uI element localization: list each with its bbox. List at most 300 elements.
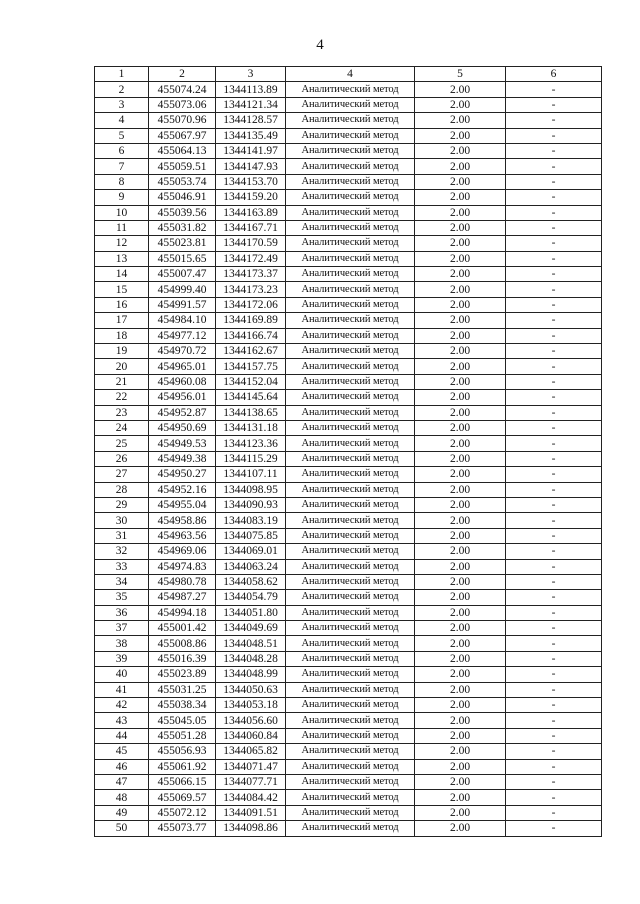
- accuracy-cell: 2.00: [415, 451, 506, 466]
- method-cell: Аналитический метод: [286, 143, 415, 158]
- method-cell: Аналитический метод: [286, 513, 415, 528]
- description-cell: -: [506, 82, 602, 97]
- x-coordinate-cell: 455073.77: [149, 821, 216, 836]
- x-coordinate-cell: 455072.12: [149, 805, 216, 820]
- y-coordinate-cell: 1344123.36: [216, 436, 286, 451]
- x-coordinate-cell: 455069.57: [149, 790, 216, 805]
- x-coordinate-cell: 455023.89: [149, 667, 216, 682]
- x-coordinate-cell: 455031.25: [149, 682, 216, 697]
- x-coordinate-cell: 455056.93: [149, 744, 216, 759]
- description-cell: -: [506, 790, 602, 805]
- point-number-cell: 39: [95, 651, 149, 666]
- x-coordinate-cell: 454994.18: [149, 605, 216, 620]
- accuracy-cell: 2.00: [415, 667, 506, 682]
- description-cell: -: [506, 436, 602, 451]
- accuracy-cell: 2.00: [415, 544, 506, 559]
- table-row: [95, 513, 602, 528]
- description-cell: -: [506, 744, 602, 759]
- method-cell: Аналитический метод: [286, 359, 415, 374]
- point-number-cell: 26: [95, 451, 149, 466]
- point-number-cell: 22: [95, 390, 149, 405]
- x-coordinate-cell: 454952.16: [149, 482, 216, 497]
- header-cell-2: 2: [149, 67, 216, 82]
- table-row: [95, 744, 602, 759]
- description-cell: -: [506, 821, 602, 836]
- table-row: [95, 574, 602, 589]
- x-coordinate-cell: 454974.83: [149, 559, 216, 574]
- table-row: [95, 821, 602, 836]
- method-cell: Аналитический метод: [286, 297, 415, 312]
- x-coordinate-cell: 455067.97: [149, 128, 216, 143]
- x-coordinate-cell: 455038.34: [149, 698, 216, 713]
- point-number-cell: 12: [95, 236, 149, 251]
- accuracy-cell: 2.00: [415, 313, 506, 328]
- description-cell: -: [506, 374, 602, 389]
- point-number-cell: 14: [95, 267, 149, 282]
- description-cell: -: [506, 774, 602, 789]
- method-cell: Аналитический метод: [286, 159, 415, 174]
- table-row: [95, 682, 602, 697]
- point-number-cell: 45: [95, 744, 149, 759]
- point-number-cell: 24: [95, 420, 149, 435]
- method-cell: Аналитический метод: [286, 405, 415, 420]
- accuracy-cell: 2.00: [415, 344, 506, 359]
- header-cell-4: 4: [286, 67, 415, 82]
- y-coordinate-cell: 1344063.24: [216, 559, 286, 574]
- table-header-row: [95, 67, 602, 82]
- x-coordinate-cell: 454952.87: [149, 405, 216, 420]
- method-cell: Аналитический метод: [286, 267, 415, 282]
- y-coordinate-cell: 1344048.51: [216, 636, 286, 651]
- point-number-cell: 35: [95, 590, 149, 605]
- table-row: [95, 97, 602, 112]
- accuracy-cell: 2.00: [415, 528, 506, 543]
- point-number-cell: 13: [95, 251, 149, 266]
- description-cell: -: [506, 174, 602, 189]
- x-coordinate-cell: 455031.82: [149, 220, 216, 235]
- description-cell: -: [506, 574, 602, 589]
- method-cell: Аналитический метод: [286, 590, 415, 605]
- method-cell: Аналитический метод: [286, 497, 415, 512]
- description-cell: -: [506, 544, 602, 559]
- table-row: [95, 528, 602, 543]
- table-row: [95, 359, 602, 374]
- table-row: [95, 159, 602, 174]
- point-number-cell: 44: [95, 728, 149, 743]
- description-cell: -: [506, 728, 602, 743]
- method-cell: Аналитический метод: [286, 651, 415, 666]
- table-row: [95, 621, 602, 636]
- method-cell: Аналитический метод: [286, 759, 415, 774]
- y-coordinate-cell: 1344173.37: [216, 267, 286, 282]
- header-cell-6: 6: [506, 67, 602, 82]
- accuracy-cell: 2.00: [415, 159, 506, 174]
- accuracy-cell: 2.00: [415, 251, 506, 266]
- y-coordinate-cell: 1344141.97: [216, 143, 286, 158]
- accuracy-cell: 2.00: [415, 636, 506, 651]
- x-coordinate-cell: 454965.01: [149, 359, 216, 374]
- method-cell: Аналитический метод: [286, 205, 415, 220]
- description-cell: -: [506, 759, 602, 774]
- table-row: [95, 436, 602, 451]
- point-number-cell: 15: [95, 282, 149, 297]
- table-row: [95, 590, 602, 605]
- accuracy-cell: 2.00: [415, 821, 506, 836]
- accuracy-cell: 2.00: [415, 713, 506, 728]
- table-row: [95, 774, 602, 789]
- description-cell: -: [506, 605, 602, 620]
- table-row: [95, 174, 602, 189]
- x-coordinate-cell: 454958.86: [149, 513, 216, 528]
- method-cell: Аналитический метод: [286, 251, 415, 266]
- y-coordinate-cell: 1344113.89: [216, 82, 286, 97]
- x-coordinate-cell: 455039.56: [149, 205, 216, 220]
- x-coordinate-cell: 455046.91: [149, 190, 216, 205]
- description-cell: -: [506, 205, 602, 220]
- description-cell: -: [506, 621, 602, 636]
- table-row: [95, 759, 602, 774]
- table-row: [95, 790, 602, 805]
- table-row: [95, 143, 602, 158]
- accuracy-cell: 2.00: [415, 513, 506, 528]
- y-coordinate-cell: 1344083.19: [216, 513, 286, 528]
- x-coordinate-cell: 454970.72: [149, 344, 216, 359]
- x-coordinate-cell: 454977.12: [149, 328, 216, 343]
- x-coordinate-cell: 454949.38: [149, 451, 216, 466]
- accuracy-cell: 2.00: [415, 190, 506, 205]
- accuracy-cell: 2.00: [415, 405, 506, 420]
- accuracy-cell: 2.00: [415, 651, 506, 666]
- x-coordinate-cell: 454963.56: [149, 528, 216, 543]
- table-row: [95, 344, 602, 359]
- y-coordinate-cell: 1344153.70: [216, 174, 286, 189]
- point-number-cell: 9: [95, 190, 149, 205]
- description-cell: -: [506, 805, 602, 820]
- y-coordinate-cell: 1344147.93: [216, 159, 286, 174]
- table-row: [95, 328, 602, 343]
- table-row: [95, 251, 602, 266]
- method-cell: Аналитический метод: [286, 420, 415, 435]
- x-coordinate-cell: 454984.10: [149, 313, 216, 328]
- accuracy-cell: 2.00: [415, 97, 506, 112]
- description-cell: -: [506, 236, 602, 251]
- point-number-cell: 27: [95, 467, 149, 482]
- x-coordinate-cell: 455007.47: [149, 267, 216, 282]
- x-coordinate-cell: 454949.53: [149, 436, 216, 451]
- description-cell: -: [506, 282, 602, 297]
- table-row: [95, 805, 602, 820]
- point-number-cell: 4: [95, 113, 149, 128]
- accuracy-cell: 2.00: [415, 590, 506, 605]
- point-number-cell: 38: [95, 636, 149, 651]
- accuracy-cell: 2.00: [415, 436, 506, 451]
- method-cell: Аналитический метод: [286, 728, 415, 743]
- point-number-cell: 46: [95, 759, 149, 774]
- point-number-cell: 30: [95, 513, 149, 528]
- description-cell: -: [506, 251, 602, 266]
- point-number-cell: 34: [95, 574, 149, 589]
- table-row: [95, 636, 602, 651]
- y-coordinate-cell: 1344169.89: [216, 313, 286, 328]
- description-cell: -: [506, 344, 602, 359]
- y-coordinate-cell: 1344090.93: [216, 497, 286, 512]
- point-number-cell: 11: [95, 220, 149, 235]
- y-coordinate-cell: 1344107.11: [216, 467, 286, 482]
- accuracy-cell: 2.00: [415, 774, 506, 789]
- point-number-cell: 17: [95, 313, 149, 328]
- y-coordinate-cell: 1344050.63: [216, 682, 286, 697]
- header-cell-1: 1: [95, 67, 149, 82]
- table-row: [95, 451, 602, 466]
- accuracy-cell: 2.00: [415, 297, 506, 312]
- description-cell: -: [506, 651, 602, 666]
- point-number-cell: 43: [95, 713, 149, 728]
- x-coordinate-cell: 455023.81: [149, 236, 216, 251]
- table-row: [95, 667, 602, 682]
- point-number-cell: 6: [95, 143, 149, 158]
- table-row: [95, 205, 602, 220]
- accuracy-cell: 2.00: [415, 174, 506, 189]
- y-coordinate-cell: 1344051.80: [216, 605, 286, 620]
- x-coordinate-cell: 455070.96: [149, 113, 216, 128]
- method-cell: Аналитический метод: [286, 544, 415, 559]
- point-number-cell: 37: [95, 621, 149, 636]
- accuracy-cell: 2.00: [415, 420, 506, 435]
- table-row: [95, 467, 602, 482]
- method-cell: Аналитический метод: [286, 97, 415, 112]
- accuracy-cell: 2.00: [415, 220, 506, 235]
- description-cell: -: [506, 698, 602, 713]
- accuracy-cell: 2.00: [415, 790, 506, 805]
- x-coordinate-cell: 455015.65: [149, 251, 216, 266]
- accuracy-cell: 2.00: [415, 759, 506, 774]
- method-cell: Аналитический метод: [286, 344, 415, 359]
- method-cell: Аналитический метод: [286, 313, 415, 328]
- accuracy-cell: 2.00: [415, 467, 506, 482]
- x-coordinate-cell: 454999.40: [149, 282, 216, 297]
- header-cell-3: 3: [216, 67, 286, 82]
- description-cell: -: [506, 359, 602, 374]
- accuracy-cell: 2.00: [415, 482, 506, 497]
- method-cell: Аналитический метод: [286, 128, 415, 143]
- description-cell: -: [506, 667, 602, 682]
- table-row: [95, 113, 602, 128]
- table-row: [95, 82, 602, 97]
- y-coordinate-cell: 1344128.57: [216, 113, 286, 128]
- method-cell: Аналитический метод: [286, 621, 415, 636]
- accuracy-cell: 2.00: [415, 267, 506, 282]
- description-cell: -: [506, 220, 602, 235]
- y-coordinate-cell: 1344077.71: [216, 774, 286, 789]
- table-row: [95, 267, 602, 282]
- y-coordinate-cell: 1344058.62: [216, 574, 286, 589]
- accuracy-cell: 2.00: [415, 574, 506, 589]
- x-coordinate-cell: 454991.57: [149, 297, 216, 312]
- table-row: [95, 497, 602, 512]
- method-cell: Аналитический метод: [286, 574, 415, 589]
- table-row: [95, 390, 602, 405]
- point-number-cell: 31: [95, 528, 149, 543]
- y-coordinate-cell: 1344071.47: [216, 759, 286, 774]
- method-cell: Аналитический метод: [286, 713, 415, 728]
- method-cell: Аналитический метод: [286, 636, 415, 651]
- method-cell: Аналитический метод: [286, 605, 415, 620]
- description-cell: -: [506, 528, 602, 543]
- description-cell: -: [506, 313, 602, 328]
- method-cell: Аналитический метод: [286, 436, 415, 451]
- method-cell: Аналитический метод: [286, 821, 415, 836]
- table-row: [95, 313, 602, 328]
- point-number-cell: 23: [95, 405, 149, 420]
- y-coordinate-cell: 1344069.01: [216, 544, 286, 559]
- y-coordinate-cell: 1344056.60: [216, 713, 286, 728]
- method-cell: Аналитический метод: [286, 451, 415, 466]
- y-coordinate-cell: 1344053.18: [216, 698, 286, 713]
- accuracy-cell: 2.00: [415, 682, 506, 697]
- y-coordinate-cell: 1344163.89: [216, 205, 286, 220]
- method-cell: Аналитический метод: [286, 328, 415, 343]
- point-number-cell: 18: [95, 328, 149, 343]
- x-coordinate-cell: 455053.74: [149, 174, 216, 189]
- y-coordinate-cell: 1344065.82: [216, 744, 286, 759]
- table-row: [95, 374, 602, 389]
- y-coordinate-cell: 1344098.95: [216, 482, 286, 497]
- accuracy-cell: 2.00: [415, 236, 506, 251]
- method-cell: Аналитический метод: [286, 805, 415, 820]
- accuracy-cell: 2.00: [415, 282, 506, 297]
- point-number-cell: 41: [95, 682, 149, 697]
- table-row: [95, 405, 602, 420]
- description-cell: -: [506, 190, 602, 205]
- description-cell: -: [506, 113, 602, 128]
- point-number-cell: 20: [95, 359, 149, 374]
- method-cell: Аналитический метод: [286, 467, 415, 482]
- description-cell: -: [506, 297, 602, 312]
- accuracy-cell: 2.00: [415, 621, 506, 636]
- y-coordinate-cell: 1344054.79: [216, 590, 286, 605]
- y-coordinate-cell: 1344075.85: [216, 528, 286, 543]
- accuracy-cell: 2.00: [415, 113, 506, 128]
- point-number-cell: 29: [95, 497, 149, 512]
- y-coordinate-cell: 1344098.86: [216, 821, 286, 836]
- accuracy-cell: 2.00: [415, 559, 506, 574]
- y-coordinate-cell: 1344049.69: [216, 621, 286, 636]
- y-coordinate-cell: 1344173.23: [216, 282, 286, 297]
- y-coordinate-cell: 1344115.29: [216, 451, 286, 466]
- y-coordinate-cell: 1344145.64: [216, 390, 286, 405]
- accuracy-cell: 2.00: [415, 143, 506, 158]
- description-cell: -: [506, 451, 602, 466]
- table-row: [95, 713, 602, 728]
- method-cell: Аналитический метод: [286, 113, 415, 128]
- table-row: [95, 128, 602, 143]
- x-coordinate-cell: 455064.13: [149, 143, 216, 158]
- table-row: [95, 220, 602, 235]
- y-coordinate-cell: 1344084.42: [216, 790, 286, 805]
- x-coordinate-cell: 455074.24: [149, 82, 216, 97]
- table-row: [95, 728, 602, 743]
- table-row: [95, 236, 602, 251]
- table-body: [95, 67, 602, 837]
- y-coordinate-cell: 1344048.28: [216, 651, 286, 666]
- y-coordinate-cell: 1344138.65: [216, 405, 286, 420]
- method-cell: Аналитический метод: [286, 220, 415, 235]
- x-coordinate-cell: 454987.27: [149, 590, 216, 605]
- point-number-cell: 33: [95, 559, 149, 574]
- x-coordinate-cell: 455066.15: [149, 774, 216, 789]
- accuracy-cell: 2.00: [415, 728, 506, 743]
- table-row: [95, 698, 602, 713]
- method-cell: Аналитический метод: [286, 174, 415, 189]
- point-number-cell: 40: [95, 667, 149, 682]
- method-cell: Аналитический метод: [286, 282, 415, 297]
- x-coordinate-cell: 455001.42: [149, 621, 216, 636]
- method-cell: Аналитический метод: [286, 528, 415, 543]
- x-coordinate-cell: 455061.92: [149, 759, 216, 774]
- table-row: [95, 544, 602, 559]
- description-cell: -: [506, 636, 602, 651]
- method-cell: Аналитический метод: [286, 82, 415, 97]
- x-coordinate-cell: 454980.78: [149, 574, 216, 589]
- accuracy-cell: 2.00: [415, 744, 506, 759]
- table-row: [95, 482, 602, 497]
- accuracy-cell: 2.00: [415, 374, 506, 389]
- description-cell: -: [506, 97, 602, 112]
- accuracy-cell: 2.00: [415, 128, 506, 143]
- accuracy-cell: 2.00: [415, 497, 506, 512]
- point-number-cell: 49: [95, 805, 149, 820]
- description-cell: -: [506, 390, 602, 405]
- x-coordinate-cell: 455045.05: [149, 713, 216, 728]
- x-coordinate-cell: 454950.27: [149, 467, 216, 482]
- point-number-cell: 36: [95, 605, 149, 620]
- accuracy-cell: 2.00: [415, 805, 506, 820]
- description-cell: -: [506, 159, 602, 174]
- point-number-cell: 8: [95, 174, 149, 189]
- y-coordinate-cell: 1344060.84: [216, 728, 286, 743]
- description-cell: -: [506, 420, 602, 435]
- y-coordinate-cell: 1344048.99: [216, 667, 286, 682]
- point-number-cell: 25: [95, 436, 149, 451]
- description-cell: -: [506, 143, 602, 158]
- x-coordinate-cell: 455016.39: [149, 651, 216, 666]
- y-coordinate-cell: 1344157.75: [216, 359, 286, 374]
- point-number-cell: 16: [95, 297, 149, 312]
- description-cell: -: [506, 482, 602, 497]
- method-cell: Аналитический метод: [286, 482, 415, 497]
- point-number-cell: 19: [95, 344, 149, 359]
- y-coordinate-cell: 1344135.49: [216, 128, 286, 143]
- x-coordinate-cell: 454950.69: [149, 420, 216, 435]
- method-cell: Аналитический метод: [286, 559, 415, 574]
- method-cell: Аналитический метод: [286, 390, 415, 405]
- table-row: [95, 297, 602, 312]
- header-cell-5: 5: [415, 67, 506, 82]
- point-number-cell: 47: [95, 774, 149, 789]
- method-cell: Аналитический метод: [286, 744, 415, 759]
- x-coordinate-cell: 454969.06: [149, 544, 216, 559]
- description-cell: -: [506, 267, 602, 282]
- accuracy-cell: 2.00: [415, 82, 506, 97]
- accuracy-cell: 2.00: [415, 698, 506, 713]
- point-number-cell: 48: [95, 790, 149, 805]
- point-number-cell: 2: [95, 82, 149, 97]
- y-coordinate-cell: 1344152.04: [216, 374, 286, 389]
- x-coordinate-cell: 455059.51: [149, 159, 216, 174]
- y-coordinate-cell: 1344170.59: [216, 236, 286, 251]
- description-cell: -: [506, 405, 602, 420]
- page-number: 4: [316, 37, 324, 53]
